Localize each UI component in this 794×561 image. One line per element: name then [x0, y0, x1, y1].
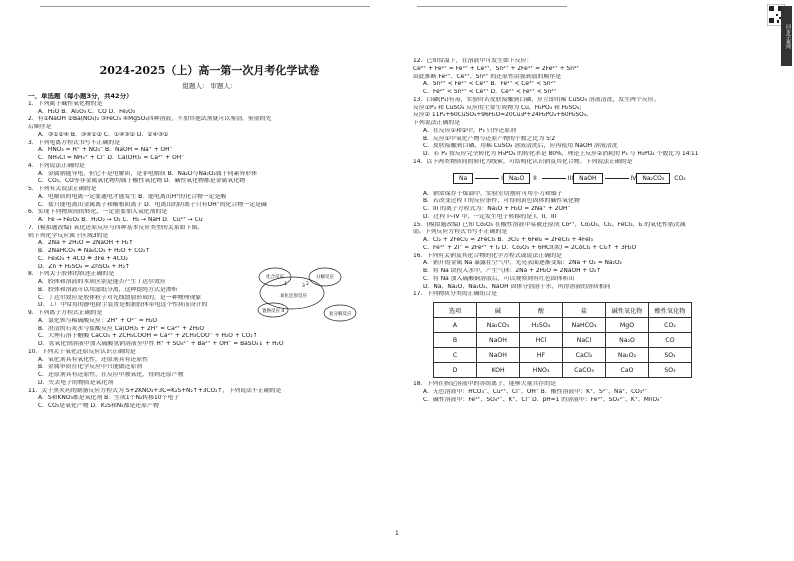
question-line: 17．下列物质分类的正确组合是	[413, 291, 498, 298]
question-line: 后顺序是	[28, 124, 52, 130]
table-cell: H₂SO₄	[520, 318, 563, 333]
table-cell: CaCl₂	[563, 348, 606, 363]
table-header-row	[434, 303, 692, 318]
question-line: 18．下列在指定溶液中的各组离子，能够大量共存的是	[413, 381, 556, 387]
question-line: B．胶体和溶液可以用滤纸分离，这种提纯方式是渗析	[38, 286, 178, 293]
question-line: C．III 的离子方程式为：Na₂O + H₂O = 2Na⁺ + 2OH⁻	[423, 206, 571, 212]
table-row	[434, 363, 692, 378]
question-line: B．澄清的石灰水与盐酸反应 Ca(OH)₂ + 2H⁺ = Ca²⁺ + 2H₂O	[38, 325, 205, 332]
question-line: 3．下列电离方程式书写不正确的是	[28, 139, 121, 146]
diagram-label: 复分解反应	[329, 312, 352, 317]
right-questions-b	[413, 191, 786, 300]
chain-arrow-label: II	[533, 175, 537, 182]
page-number: 1	[395, 530, 399, 537]
chain-arrow	[605, 178, 629, 179]
question-line: C．NH₄Cl = NH₄⁺ + Cl⁻ D．Ca(OH)₂ = Ca²⁺ + OH⁻	[38, 155, 185, 161]
chain-arrow-label: III	[567, 175, 574, 182]
question-line: A．钠开的金属 Na 暴露在空气中，光亮表面逐渐变暗：2Na + O₂ = Na₂O₂	[423, 260, 622, 267]
question-line: C．盐只能电离出金属离子和酸根阴离子 D．电离出的阴离子只有OH⁻的化合物一定是碱	[38, 201, 267, 208]
question-line: A．钠常保存于煤油中，实验室切割时可用小刀和镊子	[423, 190, 563, 197]
question-line: 9．下列离子方程式正确的是	[28, 310, 103, 316]
sidebar-banner: 同步学案网	[781, 6, 792, 66]
question-line: A．Cl₂ + 2FeCl₂ = 2FeCl₃ B．3Cl₂ + 6FeI₂ = 2FeCl₃ + 4FeI₃	[423, 237, 593, 243]
question-line: B．若改变过程 I 的反应条件，可得到黄色固体的碱性氧化物	[423, 198, 580, 205]
question-line: A．胶体和溶液的本质区别是能否产生丁达尔效应	[38, 279, 166, 285]
question-line: 反应①P₄ 和 CuSO₄ 反应的主要生成物为 Cu、H₃PO₄ 和 H₂SO₄；	[413, 104, 586, 111]
table-header-cell: 碱	[477, 303, 520, 318]
question-line: 反应② 11P₄+60CuSO₄+96H₂O=20Cu₃P+24H₃PO₄+60H₂SO₄。	[413, 112, 593, 119]
question-line: D．Zn + H₂SO₄ = ZnSO₄ + H₂↑	[38, 263, 130, 270]
question-line: 10．下列关于氧化还原反应认识正确的是	[28, 348, 136, 355]
question-line: 13．白磷(P₄)有毒，实验时若皮肤接触到白磷，应立即用稀 CuSO₄ 溶液清洗，发生两个反应。	[413, 96, 660, 103]
question-line: A．氧化剂具有氧化性，还原剂具有还原性	[38, 356, 149, 363]
question-line: 弱。下列反应方程式书写不正确的是	[413, 229, 508, 236]
table-header-cell: 碱性氧化物	[606, 303, 649, 318]
table-cell: NaHCO₃	[563, 318, 606, 333]
table-header-cell: 酸性氧化物	[649, 303, 692, 318]
chain-box: Na₂CO₃	[636, 173, 670, 184]
question-line: 6．实现下列物质间的转化，一定需要加入氧化剂的是	[28, 209, 168, 216]
table-cell: D	[434, 363, 477, 378]
right-page	[397, 0, 794, 561]
table-cell: HCl	[520, 333, 563, 348]
exam-title: 2024-2025（上）高一第一次月考化学试卷	[99, 64, 320, 77]
question-line: 下列说法正确的是	[413, 120, 461, 126]
question-line: D．Na、Na₂O、Na₂O₂、NaOH 固体分别溶于水，所得溶液的溶质相同	[423, 283, 611, 290]
question-line: D．氢氧化钡溶液中加入硫酸氢钠溶液至中性 H⁺ + SO₄²⁻ + Ba²⁺ + OH⁻ = BaSO₄↓ + H₂O	[38, 341, 284, 347]
question-line: 1．下列属于碱性氧化物的是	[28, 100, 103, 107]
diagram-label: 2	[306, 282, 309, 287]
question-line: D．过程 I~IV 中，一定发生电子转移的是 I、II、III	[423, 213, 557, 220]
diagram-label: 3	[302, 284, 305, 289]
classification-table	[433, 302, 692, 378]
diagram-label: 1	[284, 282, 287, 287]
question-line: D．若 P₄ 按反应完全转化为 H₃PO₄ 的转化率是 80%，理论上反应②消耗的 P₄ 与 H₃PO₄ 个数比为 14∶11	[423, 151, 699, 157]
table-cell: NaCl	[563, 333, 606, 348]
chain-box: Na₂O	[503, 173, 530, 184]
table-cell: C	[434, 348, 477, 363]
top-rule	[417, 6, 567, 7]
table-cell: CaO	[606, 363, 649, 378]
right-questions-a	[413, 58, 786, 167]
table-cell: Na₂O	[606, 333, 649, 348]
question-line: A．氯化钡与稀硫酸反应：2H⁺ + O²⁻ = H₂O	[38, 317, 158, 324]
chain-bottom-label: CO₂	[674, 175, 686, 182]
question-line: C．Fe₃O₄ + 4CO ≜ 3Fe + 4CO₂	[38, 255, 128, 262]
question-line: 5．下列有关说法正确的是	[28, 186, 97, 192]
table-cell: CO₂	[649, 318, 692, 333]
question-line: 由此推断 Fe²⁺、Ce³⁺、Sn²⁺ 的还原性由强到弱的顺序是	[413, 73, 562, 80]
question-line: C．丁达尔效应是胶体粒子对光线散射形成的，是一种物理现象	[38, 294, 202, 301]
diagram-label: 氧化还原反应	[280, 294, 307, 299]
question-line: D．工厂中常用的静电除尘装置是根据胶体带电这个性质而设计的	[38, 302, 208, 309]
question-line: 一、单选题（每小题3分，共42分）	[28, 93, 133, 100]
table-cell: NaOH	[477, 333, 520, 348]
question-line: 则下列化学反应属于区域3的是	[28, 232, 109, 239]
diagram-label: 置换反应 4	[262, 309, 285, 314]
question-line: A．HNO₃ = H⁺ + NO₃⁻ B．NaOH = Na⁺ + OH⁻	[38, 147, 173, 154]
chain-arrow-label: I	[501, 175, 503, 182]
question-line: C．CO₂是氧化产物 D．K₂S和N₂都是还原产物	[38, 403, 159, 409]
table-cell: SO₂	[649, 348, 692, 363]
question-line: 15．(模拟题改编) 已知 Co₂O₃ 在酸性溶液中易被还原成 Co²⁺，Co₂O₃、Cl₂、FeCl₃、I₂ 的氧化性依次减	[413, 221, 686, 228]
table-cell: Na₂O₂	[606, 348, 649, 363]
question-line: B．将 Na 块投入水中，产生气体：2Na + 2H₂O = 2NaOH + O₂↑	[423, 268, 602, 274]
question-line: C．大理石溶于醋酸 CaCO₃ + 2CH₃COOH = Ca²⁺ + 2CH₃COO⁻ + H₂O + CO₂↑	[38, 333, 258, 340]
question-line: Ce⁴⁺ + Fe²⁺ = Fe³⁺ + Ce³⁺，Sn²⁺ + 2Fe³⁺ = 2Fe²⁺ + Sn⁴⁺	[413, 65, 580, 72]
table-cell: CaCO₃	[563, 363, 606, 378]
question-line: A．Fe → Fe₂O₃ B．H₂O₂ → O₂ C．H₂ → NaH D．Cu²⁺ → Cu	[38, 217, 203, 223]
question-line: A．金属钠能导电，但它不是电解质，是非电解质 B．Na₂O与Na₂O₂属于同素异形体	[38, 170, 258, 177]
table-header-cell: 酸	[520, 303, 563, 318]
table-header-cell: 选项	[434, 303, 477, 318]
table-cell: KOH	[477, 363, 520, 378]
question-line: B．反应①中氧化产物与还原产物的个数之比为 5∶2	[423, 135, 556, 142]
question-line: A．在反应①和②中，P₄ 只作还原剂	[423, 127, 517, 134]
question-line: B．2NaHCO₃ ≜ Na₂CO₃ + H₂O + CO₂↑	[38, 248, 151, 254]
question-line: A．③①②④ B．③④①② C．①④③② D．②④③①	[38, 131, 169, 138]
question-line: 11．关于黑火药的制备反应方程式为 S+2KNO₃+3C=K₂S+N₂↑+3CO₂↑，下列说法不正确的是	[28, 387, 282, 394]
question-line: 16．下列有关钠及其化合物的化学方程式或说法正确的是	[413, 252, 562, 259]
question-line: A．S和KNO₃都是氧化剂 B．生成1个N₂转移10个电子	[38, 395, 180, 402]
question-line: A．无色溶液中：HCO₃⁻、Cu²⁺、Cl⁻、OH⁻ B．酸性溶液中：K⁺、S²⁻、Na⁺、CO₃²⁻	[423, 388, 648, 395]
table-cell: CO	[649, 333, 692, 348]
question-line: C．CO₂、CO等非金属氧化物均属于酸性氧化物 D．碱性氧化物都是金属氧化物	[38, 178, 246, 185]
question-line: C．将 Na 加入硫酸铜溶液后，可以观察到有红色固体析出	[423, 275, 575, 282]
table-cell: NaOH	[477, 348, 520, 363]
question-line: A．Sn²⁺ < Fe²⁺ < Ce³⁺ B．Fe²⁺ < Ce³⁺ < Sn²⁺	[423, 81, 557, 88]
question-line: D．失去电子的物质是氧化剂	[38, 379, 114, 386]
question-line: C．还原剂具有还原性，在反应中被氧化，得到还原产物	[38, 372, 184, 378]
chain-arrow	[542, 178, 566, 179]
question-line: 8．下列关于胶体的叙述正确的是	[28, 271, 115, 278]
question-line: B．金属单质在化学反应中只能做还原剂	[38, 364, 143, 371]
table-row	[434, 318, 692, 333]
table-header-cell: 盐	[563, 303, 606, 318]
chain-arrow	[475, 178, 499, 179]
question-line: 2．有①NaOH ②Ba(NO₃)₂ ③FeCl₃ ④MgSO₄四种溶液，不加其他试剂就可以鉴别，鉴别的先	[28, 116, 272, 123]
table-cell: B	[434, 333, 477, 348]
question-line: 7．(模拟题改编) 氧化还原反应与四种基本反应类型的关系如下图。	[28, 224, 204, 231]
right-questions-c	[413, 381, 786, 404]
table-cell: A	[434, 318, 477, 333]
question-line: A．2Na + 2H₂O = 2NaOH + H₂↑	[38, 240, 134, 247]
question-line: A．H₂O B．Al₂O₃ C．CO D．Fe₂O₃	[38, 108, 136, 115]
chain-box: NaOH	[573, 173, 602, 184]
diagram-label: 化合反应	[266, 275, 284, 280]
table-cell: SO₃	[649, 363, 692, 378]
sodium-conversion-chain	[453, 169, 786, 189]
reaction-venn-diagram	[240, 265, 360, 325]
question-line: C．皮肤接触到白磷，用稀 CuSO₄ 溶液清洗后，应再使用 NaOH 溶液清洗	[423, 143, 618, 150]
question-line: A．电解质的电离一定要通电才能发生 B．能电离出H⁺的化合物一定是酸	[38, 193, 227, 200]
table-cell: Na₂CO₃	[477, 318, 520, 333]
top-rule	[40, 6, 370, 7]
question-line: 4．下列说法正确的是	[28, 162, 85, 169]
question-line: C．Fe²⁺ < Sn²⁺ < Ce³⁺ D．Ce³⁺ < Fe²⁺ < Sn²⁺	[423, 89, 557, 95]
question-line: C．Fe³⁺ + 2I⁻ = 2Fe²⁺ + I₂ D．Co₂O₃ + 6HCl(浓) = 2CoCl₂ + Cl₂↑ + 3H₂O	[423, 244, 637, 251]
table-row	[434, 348, 692, 363]
makers-line: 组题人： 审题人：	[182, 82, 237, 90]
left-questions	[28, 93, 391, 411]
table-cell: HNO₃	[520, 363, 563, 378]
table-cell: MgO	[606, 318, 649, 333]
diagram-label: 分解反应	[316, 275, 334, 280]
table-row	[434, 333, 692, 348]
question-line: 14．以下两类物质间的转化为线索，可结构化认识钠及其化合物。下列说法正确的是	[413, 158, 633, 165]
question-line: C．碱性溶液中：Fe³⁺、SO₄²⁻、K⁺、Cl⁻ D．pH=1 的溶液中：Fe³⁺、SO₄²⁻、K⁺、MnO₄⁻	[423, 396, 663, 403]
table-cell: HF	[520, 348, 563, 363]
chain-box: Na	[453, 173, 473, 184]
chain-arrow-label: IV	[630, 175, 637, 182]
question-line: 12．已知常温下，在溶液中可发生如下反应：	[413, 58, 533, 64]
